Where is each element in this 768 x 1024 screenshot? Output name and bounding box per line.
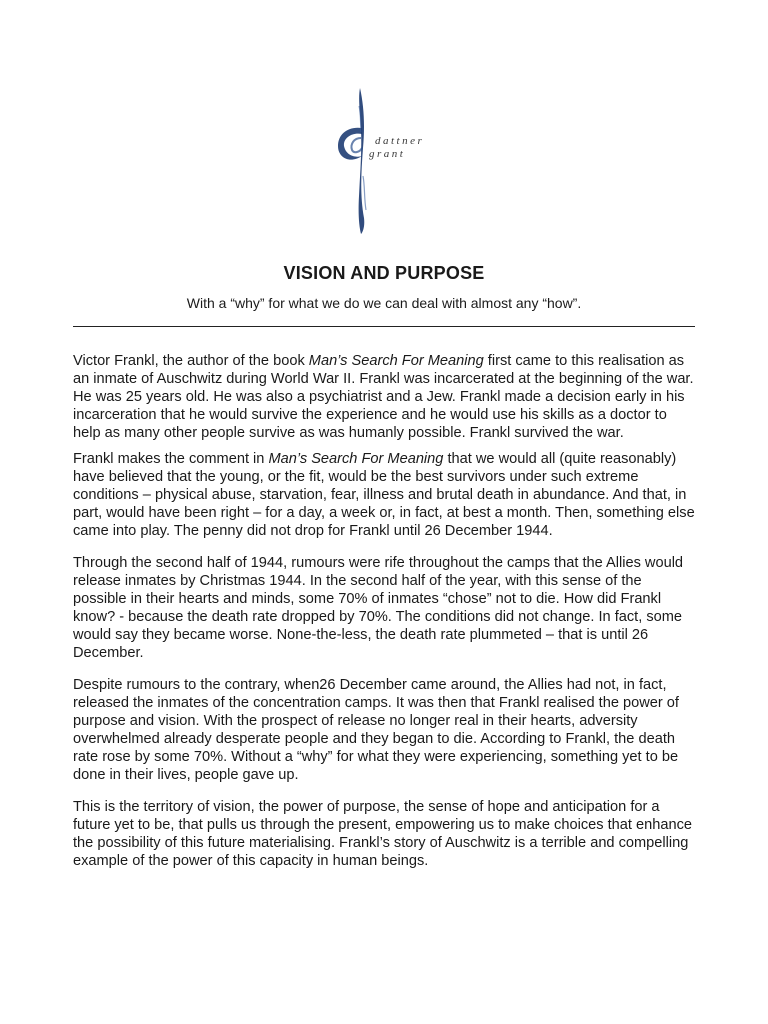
paragraph-1 (73, 352, 698, 442)
document-title: VISION AND PURPOSE (283, 263, 485, 283)
logo-brushstroke-icon (330, 86, 450, 236)
paragraph-1-text-a: Victor Frankl, the author of the book (73, 353, 309, 369)
paragraph-1-text-b: first came to this realisation as an inmate of Auschwitz during World War II. Frankl was incarcerated at the beginning of the war. He was 25 years old. He was also a psychiatrist and a Jew. Frankl made a decision early in his incarceration that he would survive the experience and he would use his skills as a doctor to help as many other people survive as was humanly possible. Frankl survived the war. (73, 353, 694, 441)
book-title-emphasis: Man’s Search For Meaning (308, 353, 484, 369)
paragraph-5: This is the territory of vision, the power of purpose, the sense of hope and anticipation for a future yet to be, that pulls us through the present, empowering us to make choices that enhance the possibility of this future materialising. Frankl’s story of Auschwitz is a terrible and compelling example of the power of this capacity in human beings. (73, 799, 692, 869)
paragraph-2-text-a: Frankl makes the comment in (73, 451, 269, 467)
paragraph-2 (73, 450, 698, 540)
logo-wordmark-dattner: dattner (375, 135, 425, 147)
book-title-emphasis: Man’s Search For Meaning (268, 451, 444, 467)
horizontal-rule (73, 326, 695, 327)
paragraph-2-text-b: that we would all (quite reasonably) have believed that the young, or the fit, would be the best survivors under such extreme conditions – physical abuse, starvation, fear, illness and brutal death in abundance. And that, in part, would have been right – for a day, a week or, in fact, at best a month. Then, something else came into play. The penny did not drop for Frankl until 26 December 1944. (73, 451, 695, 539)
document-body (73, 352, 698, 870)
dattner-grant-logo (330, 86, 450, 236)
logo-wordmark-grant: grant (369, 148, 406, 160)
paragraph-4: Despite rumours to the contrary, when26 December came around, the Allies had not, in fact, released the inmates of the concentration camps. It was then that Frankl realised the power of purpose and vision. With the prospect of release no longer real in their hearts, adversity overwhelmed already desperate people and they began to die. According to Frankl, the death rate rose by some 70%. Without a “why” for what they were experiencing, something yet to be done in their lives, people gave up. (73, 677, 679, 783)
document-subtitle: With a “why” for what we do we can deal with almost any “how”. (186, 295, 582, 311)
paragraph-3: Through the second half of 1944, rumours were rife throughout the camps that the Allies would release inmates by Christmas 1944. In the second half of the year, with this sense of the possible in their hearts and minds, some 70% of inmates “chose” not to die. How did Frankl know? - because the death rate dropped by 70%. The conditions did not change. In fact, some would say they became worse. None-the-less, the death rate plummeted – that is until 26 December. (73, 555, 684, 661)
